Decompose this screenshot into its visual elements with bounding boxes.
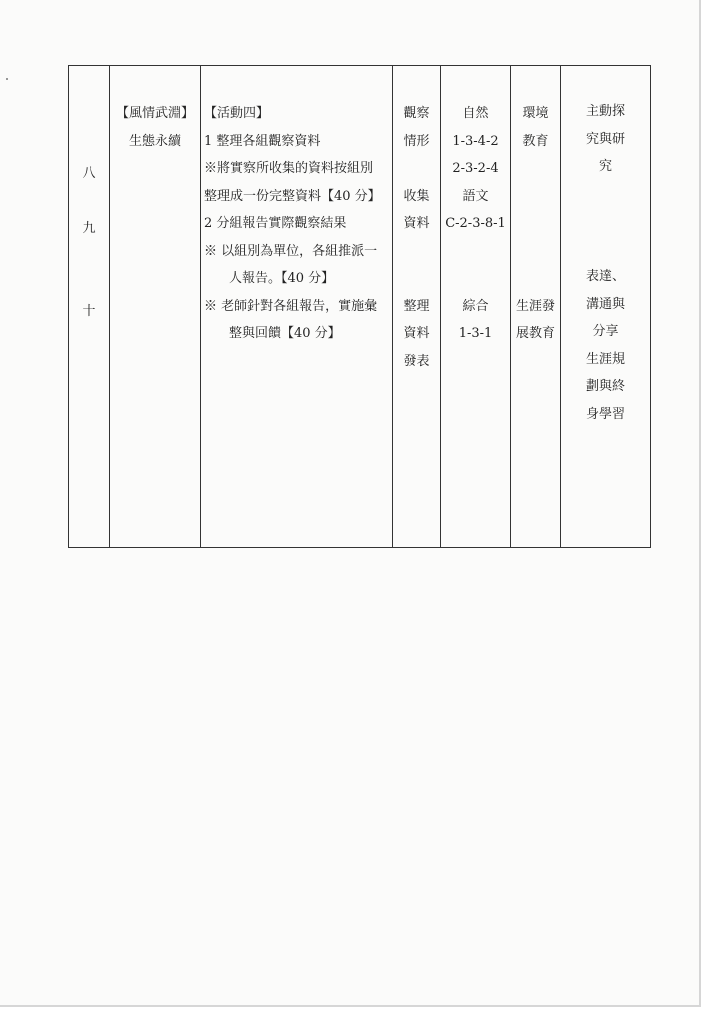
ability-text: 溝通與 — [585, 296, 625, 312]
method-text: 觀察 — [403, 106, 430, 121]
topic-cell — [511, 66, 561, 548]
ability-text: 表達、 — [585, 269, 625, 284]
content-line: 1 整理各組觀察資料 — [204, 133, 321, 149]
field-text: C-2-3-8-1 — [445, 216, 506, 231]
content-line: ※ 老師針對各組報告，實施彙 — [204, 298, 378, 314]
theme-subtitle: 生態永續 — [128, 133, 181, 149]
content-line: 整理成一份完整資料【40 分】 — [204, 188, 381, 204]
content-cell — [201, 66, 393, 548]
week-8: 八 — [82, 166, 96, 181]
ability-text: 究 — [598, 159, 612, 174]
method-text: 資料 — [403, 216, 430, 231]
scan-speck — [6, 78, 8, 80]
field-text: 自然 — [462, 106, 489, 121]
content-line: 人報告。【40 分】 — [229, 271, 335, 286]
week-cell — [69, 66, 110, 548]
content-line: 整與回饋【40 分】 — [229, 326, 341, 341]
theme-cell — [110, 66, 201, 548]
table-row — [69, 66, 651, 548]
ability-text: 分享 — [592, 324, 619, 339]
theme-title: 【風情武淵】 — [115, 106, 194, 121]
week-10: 十 — [82, 303, 96, 319]
ability-text: 劃與終 — [585, 379, 625, 394]
field-text: 2-3-2-4 — [452, 161, 499, 176]
method-text: 情形 — [403, 133, 430, 149]
content-line: ※將實察所收集的資料按組別 — [204, 161, 374, 176]
method-cell — [393, 66, 441, 548]
method-text: 整理 — [403, 298, 430, 314]
topic-text: 展教育 — [515, 326, 555, 341]
method-text: 資料 — [403, 326, 430, 341]
field-cell — [441, 66, 511, 548]
lesson-plan-table — [68, 65, 651, 548]
ability-cell — [561, 66, 651, 548]
field-text: 1-3-4-2 — [452, 133, 499, 149]
content-line: 2 分組報告實際觀察結果 — [204, 216, 347, 231]
field-text: 1-3-1 — [458, 326, 493, 341]
content-line: ※ 以組別為單位，各組推派一 — [204, 243, 378, 259]
ability-text: 身學習 — [585, 406, 625, 422]
field-text: 綜合 — [462, 298, 489, 314]
method-text: 收集 — [403, 188, 430, 204]
ability-text: 生涯規 — [585, 351, 625, 367]
topic-text: 環境 — [522, 106, 549, 121]
field-text: 語文 — [462, 188, 489, 204]
content-line: 【活動四】 — [204, 106, 270, 121]
ability-text: 究與研 — [585, 131, 625, 147]
week-9: 九 — [82, 221, 96, 236]
topic-text: 教育 — [522, 133, 549, 149]
ability-text: 主動探 — [585, 104, 625, 119]
topic-text: 生涯發 — [515, 298, 555, 314]
method-text: 發表 — [403, 353, 430, 369]
